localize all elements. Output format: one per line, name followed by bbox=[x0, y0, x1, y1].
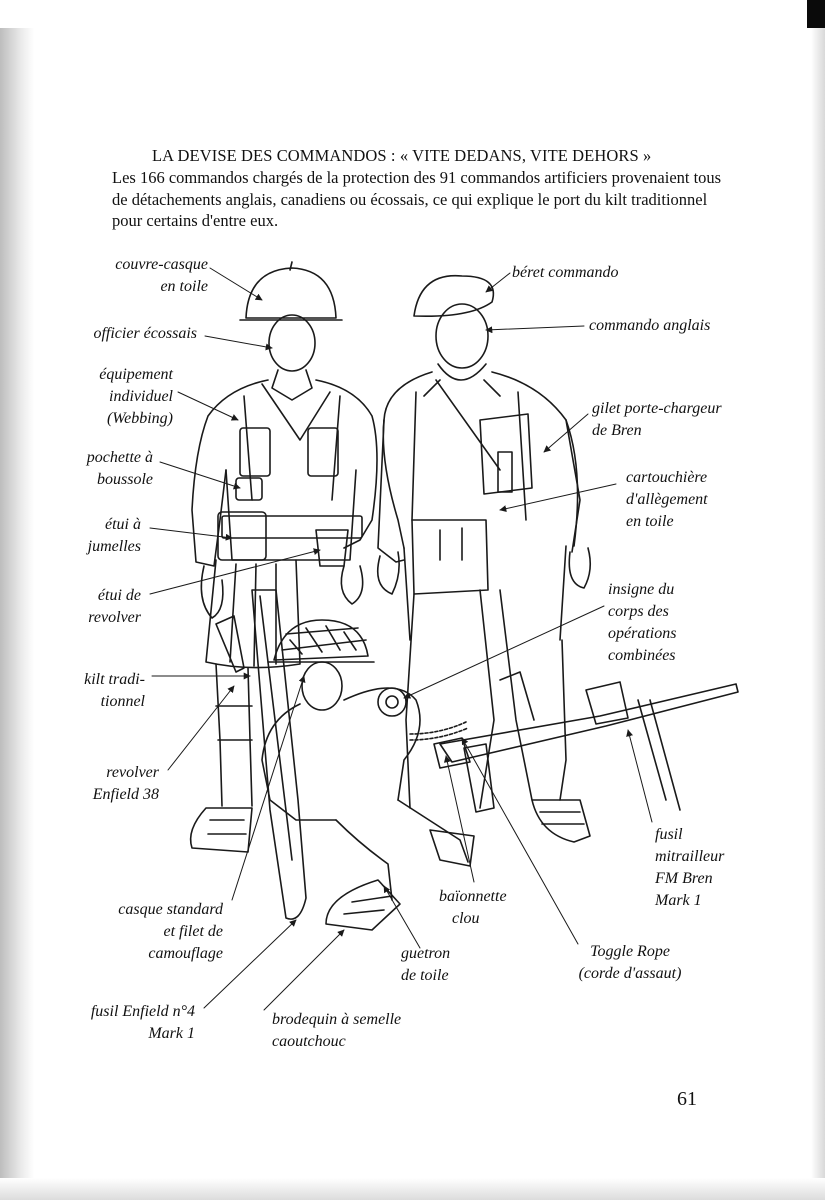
label-commando-anglais bbox=[589, 315, 710, 337]
label-kilt bbox=[84, 669, 145, 713]
label-line: casque standard bbox=[118, 901, 223, 918]
leader-commando bbox=[486, 326, 584, 330]
label-line: équipement bbox=[99, 366, 173, 383]
label-line: gilet porte-chargeur bbox=[592, 400, 722, 417]
label-line: combinées bbox=[608, 647, 676, 664]
label-line: boussole bbox=[97, 471, 153, 488]
label-line: (corde d'assaut) bbox=[578, 965, 682, 982]
label-line: tionnel bbox=[100, 693, 145, 710]
label-line: FM Bren bbox=[655, 870, 713, 887]
leader-pochette bbox=[160, 462, 240, 488]
label-pochette bbox=[87, 447, 153, 491]
label-casque-standard bbox=[118, 899, 223, 965]
label-line: caoutchouc bbox=[272, 1033, 346, 1050]
label-gilet bbox=[592, 398, 722, 442]
label-line: Enfield 38 bbox=[92, 786, 159, 803]
label-line: guetron bbox=[401, 945, 451, 962]
label-line: baïonnette bbox=[439, 888, 507, 905]
label-insigne bbox=[608, 579, 676, 667]
label-brodequin bbox=[272, 1009, 401, 1053]
label-line: commando anglais bbox=[589, 317, 711, 334]
leader-jumelles bbox=[150, 528, 232, 538]
label-line: mitrailleur bbox=[655, 848, 725, 865]
label-etui-revolver bbox=[88, 585, 141, 629]
label-line: kilt tradi- bbox=[84, 671, 145, 688]
label-line: brodequin à semelle bbox=[272, 1011, 402, 1028]
label-line: étui de bbox=[97, 587, 141, 604]
leader-brodequin bbox=[264, 930, 344, 1010]
label-line: et filet de bbox=[163, 923, 223, 940]
label-fusil-mitrailleur bbox=[655, 824, 724, 912]
label-line: fusil Enfield n°4 bbox=[90, 1003, 195, 1020]
label-line: corps des bbox=[608, 603, 669, 620]
label-line: Mark 1 bbox=[655, 892, 702, 909]
label-line: opérations bbox=[608, 625, 677, 642]
label-toggle-rope bbox=[566, 941, 694, 985]
label-equipement bbox=[99, 364, 173, 430]
label-line: revolver bbox=[88, 609, 141, 626]
intro-paragraph-text: Les 166 commandos chargés de la protection des 91 commandos artificiers provenaient tous de détachements anglais, canadiens ou écossais, ce qui explique le port du kilt traditionnel pour certains d'entre eux. bbox=[112, 168, 722, 230]
label-line: en toile bbox=[160, 278, 208, 295]
kneeling-soldier-figure bbox=[262, 620, 474, 930]
label-line: insigne du bbox=[608, 581, 675, 598]
label-line: fusil bbox=[655, 826, 683, 843]
label-line: de toile bbox=[401, 967, 449, 984]
label-line: Toggle Rope bbox=[590, 943, 670, 960]
label-line: couvre-casque bbox=[115, 256, 208, 273]
label-etui-jumelles bbox=[88, 514, 141, 558]
label-line: individuel bbox=[109, 388, 173, 405]
label-officier-ecossais bbox=[93, 323, 197, 345]
label-line: (Webbing) bbox=[106, 410, 173, 427]
english-commando-figure bbox=[378, 276, 591, 842]
label-cartouchiere bbox=[626, 467, 708, 533]
label-line: officier écossais bbox=[93, 325, 197, 342]
leader-casque bbox=[232, 676, 304, 900]
label-line: étui à bbox=[105, 516, 141, 533]
label-guetron bbox=[401, 943, 450, 987]
label-line: d'allègement bbox=[626, 491, 708, 508]
label-line: Mark 1 bbox=[148, 1025, 195, 1042]
bren-gun bbox=[434, 672, 738, 812]
label-line: de Bren bbox=[592, 422, 642, 439]
label-couvre-casque bbox=[115, 254, 208, 298]
leader-couvre-casque bbox=[210, 268, 262, 300]
label-line: jumelles bbox=[87, 538, 141, 555]
page-heading: LA DEVISE DES COMMANDOS : « VITE DEDANS, VITE DEHORS » bbox=[152, 146, 652, 165]
leader-cartouchiere bbox=[500, 484, 616, 510]
leader-bren bbox=[628, 730, 652, 822]
label-beret bbox=[512, 262, 619, 284]
scottish-officer-figure bbox=[191, 262, 377, 919]
label-baionnette bbox=[439, 886, 507, 930]
label-line: en toile bbox=[626, 513, 674, 530]
label-line: camouflage bbox=[148, 945, 223, 962]
leader-officier bbox=[205, 336, 272, 348]
label-line: pochette à bbox=[86, 449, 153, 466]
label-line: béret commando bbox=[512, 264, 619, 281]
label-revolver-enfield bbox=[93, 762, 159, 806]
label-line: cartouchière bbox=[626, 469, 708, 486]
label-line: clou bbox=[452, 910, 480, 927]
page-number: 61 bbox=[677, 1088, 697, 1110]
label-line: revolver bbox=[106, 764, 159, 781]
leader-revolver bbox=[168, 686, 234, 770]
label-fusil-enfield bbox=[91, 1001, 195, 1045]
leader-guetron bbox=[384, 886, 420, 948]
